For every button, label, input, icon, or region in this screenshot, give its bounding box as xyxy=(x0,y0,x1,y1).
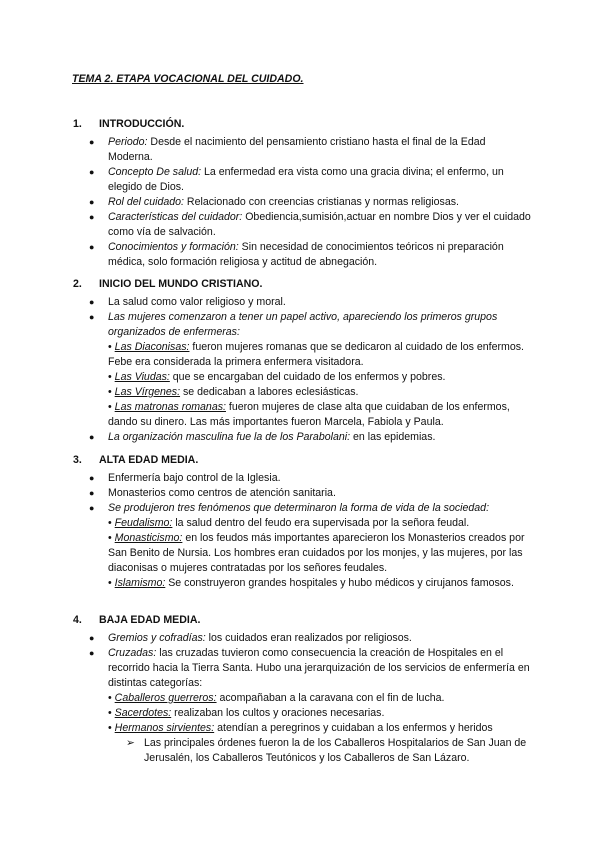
bullet-icon: ● xyxy=(89,473,95,483)
section-title: BAJA EDAD MEDIA. xyxy=(99,614,201,626)
list-item-content xyxy=(108,165,532,195)
list-item-content xyxy=(108,631,532,646)
sub-bullet-icon: • xyxy=(108,707,112,719)
section-4 xyxy=(72,612,532,766)
sub-item xyxy=(72,706,532,721)
list-item xyxy=(72,471,532,486)
bullet-icon: ● xyxy=(89,432,95,442)
sub-bullet-icon: • xyxy=(108,341,112,353)
list-item-content xyxy=(108,310,532,340)
list-item-content xyxy=(108,135,532,165)
sub-bullet-icon: • xyxy=(108,386,112,398)
list-item xyxy=(72,240,532,270)
sub-item-text: se dedicaban a labores eclesiásticas. xyxy=(180,386,359,398)
section-title: INICIO DEL MUNDO CRISTIANO. xyxy=(99,278,263,290)
section-number: 4. xyxy=(73,614,82,626)
list-item-text: Sin necesidad de conocimientos teóricos ni preparación médica, solo formación religiosa y actitud de abnegación. xyxy=(108,241,504,268)
list-item xyxy=(72,295,532,310)
list-item-label: Periodo: xyxy=(108,136,148,148)
sub-item-label: Feudalismo: xyxy=(114,517,173,529)
sub-item xyxy=(72,691,532,706)
list-item-label: Cruzadas: xyxy=(108,647,157,659)
list-item-content xyxy=(108,240,532,270)
bullet-icon: ● xyxy=(89,503,95,513)
sub-item-text: acompañaban a la caravana con el fin de lucha. xyxy=(216,692,445,704)
sub-item-text: fueron mujeres de clase alta que cuidaban de los enfermos, dando su dinero. Las más importantes fueron Marcela, Fabiola y Paula. xyxy=(108,401,510,428)
list-item-italic: La organización masculina fue la de los Parabolani: xyxy=(108,431,351,443)
list-item-text: La enfermedad era vista como una gracia divina; el enfermo, un elegido de Dios. xyxy=(108,166,504,193)
sub-item xyxy=(72,370,532,385)
section-heading xyxy=(72,612,532,628)
sub-item xyxy=(72,385,532,400)
list-item-label: Características del cuidador: xyxy=(108,211,243,223)
list-item-text: las cruzadas tuvieron como consecuencia la creación de Hospitales en el recorrido hacia la Tierra Santa. Hubo una jerarquización de los servicios de enfermería en distintas categorías: xyxy=(108,647,530,689)
section-2 xyxy=(72,276,532,445)
list-item-italic: Se produjeron tres fenómenos que determinaron la forma de vida de la sociedad: xyxy=(108,502,490,514)
section-title: ALTA EDAD MEDIA. xyxy=(99,454,199,466)
list-item-label: Gremios y cofradías: xyxy=(108,632,206,644)
list-item xyxy=(72,646,532,691)
sub-bullet-icon: • xyxy=(108,401,112,413)
section-title: INTRODUCCIÓN. xyxy=(99,118,185,130)
list-item-text: los cuidados eran realizados por religiosos. xyxy=(205,632,412,644)
sub-bullet-icon: • xyxy=(108,532,112,544)
list-item xyxy=(72,631,532,646)
sub-bullet-icon: • xyxy=(108,371,112,383)
sub-item xyxy=(72,721,532,736)
bullet-icon: ● xyxy=(89,242,95,252)
list-item-content xyxy=(108,295,532,310)
list-item-label: Conocimientos y formación: xyxy=(108,241,239,253)
bullet-icon: ● xyxy=(89,633,95,643)
bullet-icon: ● xyxy=(89,488,95,498)
arrow-bullet-icon: ➢ xyxy=(126,737,135,749)
list-item-text: Relacionado con creencias cristianas y normas religiosas. xyxy=(183,196,459,208)
list-item-text: Monasterios como centros de atención sanitaria. xyxy=(108,487,336,499)
sub-item xyxy=(72,531,532,576)
bullet-icon: ● xyxy=(89,167,95,177)
bullet-icon: ● xyxy=(89,648,95,658)
sub-item-text: la salud dentro del feudo era supervisada por la señora feudal. xyxy=(172,517,470,529)
list-item-content xyxy=(108,471,532,486)
list-item-italic: Las mujeres comenzaron a tener un papel activo, apareciendo los primeros grupos organizados de enfermeras: xyxy=(108,311,498,338)
list-item-label: Concepto De salud: xyxy=(108,166,202,178)
sub-item-label: Monasticismo: xyxy=(114,532,183,544)
list-item-text: Enfermería bajo control de la Iglesia. xyxy=(108,472,281,484)
list-item xyxy=(72,486,532,501)
arrow-item xyxy=(72,736,532,766)
sub-item xyxy=(72,576,532,591)
list-item xyxy=(72,430,532,445)
sub-item-text: fueron mujeres romanas que se dedicaron al cuidado de los enfermos. Febe era considerada la primera enfermera visitadora. xyxy=(108,341,524,368)
sub-item-text: atendían a peregrinos y cuidaban a los enfermos y heridos xyxy=(214,722,493,734)
sub-item-text: realizaban los cultos y oraciones necesarias. xyxy=(171,707,385,719)
list-item-content xyxy=(108,430,532,445)
list-item-content xyxy=(108,195,532,210)
sub-item-label: Las Viudas: xyxy=(114,371,170,383)
list-item-text: en las epidemias. xyxy=(350,431,436,443)
section-number: 2. xyxy=(73,278,82,290)
section-heading xyxy=(72,116,532,132)
bullet-icon: ● xyxy=(89,212,95,222)
document-title: TEMA 2. ETAPA VOCACIONAL DEL CUIDADO. xyxy=(72,73,304,85)
sub-item-label: Las matronas romanas: xyxy=(114,401,226,413)
list-item xyxy=(72,195,532,210)
bullet-icon: ● xyxy=(89,297,95,307)
sub-bullet-icon: • xyxy=(108,577,112,589)
list-item-content xyxy=(108,210,532,240)
list-item xyxy=(72,135,532,165)
list-item xyxy=(72,165,532,195)
section-heading xyxy=(72,452,532,468)
bullet-icon: ● xyxy=(89,197,95,207)
sub-bullet-icon: • xyxy=(108,692,112,704)
list-item-content xyxy=(108,501,532,516)
sub-item-text: Se construyeron grandes hospitales y hubo médicos y cirujanos famosos. xyxy=(165,577,514,589)
list-item xyxy=(72,501,532,516)
sub-item xyxy=(72,400,532,430)
sub-item xyxy=(72,340,532,370)
list-item xyxy=(72,210,532,240)
section-number: 3. xyxy=(73,454,82,466)
arrow-item-text: Las principales órdenes fueron la de los Caballeros Hospitalarios de San Juan de Jerusalén, los Caballeros Teutónicos y los Caballeros de San Lázaro. xyxy=(144,737,527,764)
section-1 xyxy=(72,116,532,270)
list-item-text: La salud como valor religioso y moral. xyxy=(108,296,286,308)
sub-item-label: Las Vírgenes: xyxy=(114,386,181,398)
bullet-icon: ● xyxy=(89,137,95,147)
sub-item-text: en los feudos más importantes aparecieron los Monasterios creados por San Benito de Nursia. Los hombres eran cuidados por los monjes, y las mujeres, por las diaconisas o mujeres contratadas por los señores feudales. xyxy=(108,532,525,574)
list-item xyxy=(72,310,532,340)
sub-item-label: Sacerdotes: xyxy=(114,707,172,719)
sub-item-label: Hermanos sirvientes: xyxy=(114,722,215,734)
sub-item-label: Las Diaconisas: xyxy=(114,341,190,353)
sub-item-label: Caballeros guerreros: xyxy=(114,692,217,704)
sub-bullet-icon: • xyxy=(108,517,112,529)
sub-bullet-icon: • xyxy=(108,722,112,734)
sub-item-label: Islamismo: xyxy=(114,577,166,589)
sub-item xyxy=(72,516,532,531)
list-item-content xyxy=(108,486,532,501)
list-item-label: Rol del cuidado: xyxy=(108,196,184,208)
section-heading xyxy=(72,276,532,292)
sub-item-text: que se encargaban del cuidado de los enfermos y pobres. xyxy=(169,371,446,383)
section-number: 1. xyxy=(73,118,82,130)
section-3 xyxy=(72,452,532,591)
list-item-content xyxy=(108,646,532,691)
list-item-text: Desde el nacimiento del pensamiento cristiano hasta el final de la Edad Moderna. xyxy=(108,136,486,163)
list-item-text: Obediencia,sumisión,actuar en nombre Dios y ver el cuidado como vía de salvación. xyxy=(108,211,531,238)
bullet-icon: ● xyxy=(89,312,95,322)
